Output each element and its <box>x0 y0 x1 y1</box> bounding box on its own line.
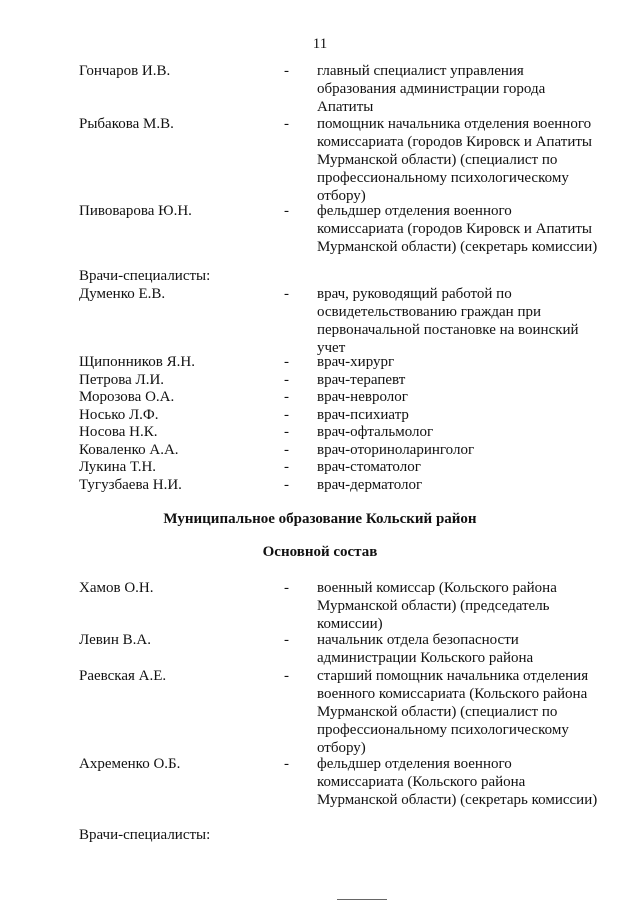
member-role: врач-стоматолог <box>317 459 421 475</box>
member-entry <box>0 115 640 202</box>
member-dash: - <box>284 632 289 648</box>
member-role: фельдшер отделения военного комиссариата (городов Кировск и Апатиты Мурманской области) (секретарь комиссии) <box>317 203 598 255</box>
municipality-heading: Муниципальное образование Кольский район <box>163 511 477 527</box>
member-entry <box>0 388 640 406</box>
member-role: врач-невролог <box>317 389 408 405</box>
member-role: врач-дерматолог <box>317 476 423 493</box>
member-name: Петрова Л.И. <box>79 371 165 388</box>
member-role: врач-офтальмолог <box>317 424 434 440</box>
member-role: начальник отдела безопасности администрации Кольского района <box>317 632 534 666</box>
member-role: фельдшер отделения военного комиссариата (Кольского района Мурманской области) (секретарь комиссии) <box>317 756 598 808</box>
member-entry <box>0 423 640 441</box>
member-name: Тугузбаева Н.И. <box>79 476 182 493</box>
member-role: врач-терапевт <box>317 371 406 388</box>
member-dash: - <box>284 580 289 596</box>
member-entry <box>0 371 640 389</box>
member-role: врач-хирург <box>317 354 395 370</box>
member-entry <box>0 441 640 459</box>
member-dash: - <box>284 286 289 302</box>
member-entry <box>0 406 640 424</box>
member-role: врач-психиатр <box>317 406 409 423</box>
specialists-label: Врачи-специалисты: <box>79 827 211 843</box>
member-dash: - <box>284 441 289 458</box>
member-dash: - <box>284 371 289 388</box>
member-dash: - <box>284 116 289 132</box>
member-dash: - <box>284 406 289 423</box>
member-name: Хамов О.Н. <box>79 580 154 596</box>
member-dash: - <box>284 459 289 475</box>
member-dash: - <box>284 668 289 684</box>
member-name: Раевская А.Е. <box>79 668 167 684</box>
doctors-list <box>0 353 640 493</box>
member-name: Пивоварова Ю.Н. <box>79 203 192 219</box>
member-entry <box>0 667 640 755</box>
member-name: Носько Л.Ф. <box>79 406 159 423</box>
member-name: Левин В.А. <box>79 632 151 648</box>
member-role: военный комиссар (Кольского района Мурманской области) (председатель комиссии) <box>317 580 557 632</box>
member-dash: - <box>284 354 289 370</box>
members-block-kola <box>0 579 640 827</box>
member-role: врач-оториноларинголог <box>317 441 475 458</box>
footer-line <box>337 899 387 901</box>
member-name: Рыбакова М.В. <box>79 116 174 132</box>
member-dash: - <box>284 203 289 219</box>
member-role: старший помощник начальника отделения военного комиссариата (Кольского района Мурманской области) (специалист по профессиональному психологическому отбору) <box>317 668 589 756</box>
member-entry <box>0 579 640 631</box>
member-entry <box>0 353 640 371</box>
member-name: Лукина Т.Н. <box>79 459 157 475</box>
member-dash: - <box>284 389 289 405</box>
main-composition-heading: Основной состав <box>262 544 378 560</box>
member-role: главный специалист управления образования администрации города Апатиты <box>317 63 546 115</box>
member-entry <box>0 755 640 827</box>
lead-doctor-block <box>0 285 640 355</box>
member-entry <box>0 458 640 476</box>
member-name: Носова Н.К. <box>79 424 158 440</box>
member-dash: - <box>284 424 289 440</box>
member-name: Гончаров И.В. <box>79 63 171 79</box>
member-role: врач, руководящий работой по освидетельствованию граждан при первоначальной постановке на воинский учет <box>317 286 579 356</box>
member-name: Думенко Е.В. <box>79 286 166 302</box>
member-entry <box>0 631 640 667</box>
member-name: Морозова О.А. <box>79 389 175 405</box>
member-dash: - <box>284 756 289 772</box>
member-name: Коваленко А.А. <box>79 441 179 458</box>
member-dash: - <box>284 476 289 493</box>
member-entry <box>0 476 640 494</box>
member-name: Щипонников Я.Н. <box>79 354 195 370</box>
specialists-label: Врачи-специалисты: <box>79 268 211 284</box>
member-entry <box>0 285 640 355</box>
member-entry <box>0 62 640 115</box>
member-entry <box>0 202 640 274</box>
member-role: помощник начальника отделения военного комиссариата (городов Кировск и Апатиты Мурманской области) (специалист по профессиональному психологическому отбору) <box>317 116 593 204</box>
members-block-apatity <box>0 62 640 274</box>
page-number: 11 <box>312 36 328 52</box>
member-name: Ахременко О.Б. <box>79 756 181 772</box>
member-dash: - <box>284 63 289 79</box>
